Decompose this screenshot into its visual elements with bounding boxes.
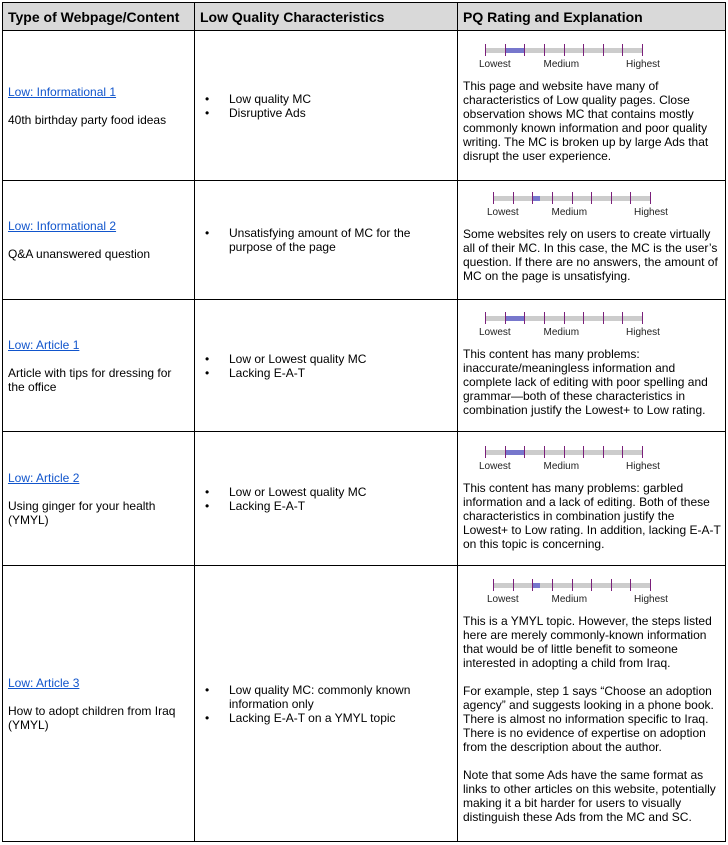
rating-tick xyxy=(591,579,592,591)
rating-tick xyxy=(642,446,643,458)
rating-tick xyxy=(485,44,486,56)
rating-scale xyxy=(463,31,721,79)
rating-tick xyxy=(564,312,565,324)
content-type-cell xyxy=(3,432,195,566)
rating-fill xyxy=(532,583,540,588)
content-type-cell xyxy=(3,300,195,432)
rating-tick xyxy=(505,44,506,56)
rating-tick xyxy=(552,579,553,591)
table-row xyxy=(3,432,726,566)
rating-explanation: This is a YMYL topic. However, the steps listed here are merely commonly-known information that would be of little benefit to someone interested in adopting a child from Iraq. xyxy=(463,614,712,670)
rating-cell xyxy=(458,300,726,432)
characteristics-list xyxy=(195,683,457,725)
rating-tick xyxy=(622,312,623,324)
characteristics-cell xyxy=(195,566,458,842)
rating-fill xyxy=(532,196,540,201)
scale-label-lowest: Lowest xyxy=(479,59,511,70)
rating-tick xyxy=(564,446,565,458)
characteristic-item: • Unsatisfying amount of MC for the purpose of the page xyxy=(229,226,457,254)
rating-scale xyxy=(463,300,721,347)
content-description: Using ginger for your health (YMYL) xyxy=(8,498,156,527)
rating-tick xyxy=(591,192,592,204)
header-row xyxy=(3,3,726,31)
characteristic-item: • Lacking E-A-T xyxy=(229,366,457,380)
characteristic-item: • Low quality MC: commonly known information only xyxy=(229,683,457,711)
rating-tick xyxy=(505,312,506,324)
rating-tick xyxy=(505,446,506,458)
rating-tick xyxy=(524,312,525,324)
scale-label-medium: Medium xyxy=(543,59,580,70)
scale-label-lowest: Lowest xyxy=(487,207,519,218)
rating-tick xyxy=(513,192,514,204)
rating-cell xyxy=(458,31,726,181)
header-characteristics: Low Quality Characteristics xyxy=(195,3,458,31)
rating-tick xyxy=(524,44,525,56)
rating-tick xyxy=(611,579,612,591)
rating-tick xyxy=(603,44,604,56)
rating-tick xyxy=(572,192,573,204)
rating-fill xyxy=(505,450,525,455)
rating-fill xyxy=(505,48,525,53)
content-description: Q&A unanswered question xyxy=(8,247,151,261)
characteristic-item: • Disruptive Ads xyxy=(229,106,457,120)
characteristics-list xyxy=(195,92,457,120)
scale-label-medium: Medium xyxy=(543,327,580,338)
rating-tick xyxy=(650,579,651,591)
rating-tick xyxy=(642,44,643,56)
rating-tick xyxy=(583,446,584,458)
rating-tick xyxy=(524,446,525,458)
table-row xyxy=(3,181,726,300)
rating-tick xyxy=(583,312,584,324)
rating-tick xyxy=(622,44,623,56)
content-type-cell xyxy=(3,181,195,300)
scale-label-lowest: Lowest xyxy=(479,461,511,472)
scale-label-highest: Highest xyxy=(626,327,660,338)
rating-tick xyxy=(552,192,553,204)
quality-examples-table xyxy=(2,2,726,842)
characteristics-list xyxy=(195,485,457,513)
rating-cell xyxy=(458,566,726,842)
characteristic-item: • Low or Lowest quality MC xyxy=(229,485,457,499)
characteristic-item: • Lacking E-A-T xyxy=(229,499,457,513)
example-link[interactable]: Low: Informational 2 xyxy=(8,219,117,233)
rating-tick xyxy=(493,192,494,204)
rating-tick xyxy=(544,44,545,56)
example-link[interactable]: Low: Article 1 xyxy=(8,337,80,352)
rating-tick xyxy=(564,44,565,56)
rating-scale xyxy=(463,432,721,481)
scale-label-medium: Medium xyxy=(551,207,588,218)
scale-label-lowest: Lowest xyxy=(479,327,511,338)
characteristics-cell xyxy=(195,31,458,181)
scale-label-highest: Highest xyxy=(634,207,668,218)
characteristic-item: • Low quality MC xyxy=(229,92,457,106)
rating-tick xyxy=(544,312,545,324)
rating-tick xyxy=(603,312,604,324)
rating-tick xyxy=(485,446,486,458)
rating-explanation: Note that some Ads have the same format as links to other articles on this website, potentially making it a bit harder for users to visually distinguish these Ads from the MC and SC. xyxy=(463,768,716,824)
rating-scale xyxy=(463,566,721,614)
rating-tick xyxy=(485,312,486,324)
rating-scale xyxy=(463,181,721,227)
table-row xyxy=(3,31,726,181)
characteristic-item: • Lacking E-A-T on a YMYL topic xyxy=(229,711,457,725)
characteristics-cell xyxy=(195,300,458,432)
scale-label-highest: Highest xyxy=(626,59,660,70)
example-link[interactable]: Low: Informational 1 xyxy=(8,84,117,99)
rating-tick xyxy=(544,446,545,458)
rating-tick xyxy=(493,579,494,591)
rating-fill xyxy=(505,316,525,321)
characteristics-list xyxy=(195,226,457,254)
rating-cell xyxy=(458,432,726,566)
rating-tick xyxy=(583,44,584,56)
scale-label-medium: Medium xyxy=(543,461,580,472)
rating-explanation: This content has many problems: inaccurate/meaningless information and complete lack of editing with poor spelling and grammar—both of these characteristics in combination justify the Lowest+ to Low rating. xyxy=(463,347,708,417)
rating-tick xyxy=(650,192,651,204)
rating-tick xyxy=(630,192,631,204)
content-type-cell xyxy=(3,566,195,842)
rating-tick xyxy=(622,446,623,458)
content-type-cell xyxy=(3,31,195,181)
rating-explanation: This content has many problems: garbled information and a lack of editing. Both of these characteristics in combination justify the Lowest+ to Low rating. In addition, lacking E-A-T on this topic is concerning. xyxy=(463,481,721,551)
header-rating: PQ Rating and Explanation xyxy=(458,3,726,31)
content-description: Article with tips for dressing for the office xyxy=(8,365,172,394)
rating-tick xyxy=(532,192,533,204)
rating-explanation: This page and website have many of characteristics of Low quality pages. Close observation shows MC that contains mostly commonly known information and poor quality writing. The MC is broken up by large Ads that disrupt the user experience. xyxy=(463,79,709,163)
characteristic-item: • Low or Lowest quality MC xyxy=(229,352,457,366)
header-type: Type of Webpage/Content xyxy=(3,3,195,31)
example-link[interactable]: Low: Article 2 xyxy=(8,470,80,485)
scale-label-medium: Medium xyxy=(551,594,588,605)
rating-tick xyxy=(630,579,631,591)
table-row xyxy=(3,300,726,432)
rating-tick xyxy=(532,579,533,591)
rating-cell xyxy=(458,181,726,300)
rating-tick xyxy=(611,192,612,204)
scale-label-highest: Highest xyxy=(626,461,660,472)
rating-explanation: For example, step 1 says “Choose an adoption agency” and suggests looking in a phone book. There is almost no information specific to Iraq. There is no evidence of expertise on adoption from the description about the author. xyxy=(463,684,714,754)
scale-label-lowest: Lowest xyxy=(487,594,519,605)
rating-tick xyxy=(642,312,643,324)
scale-label-highest: Highest xyxy=(634,594,668,605)
rating-tick xyxy=(603,446,604,458)
characteristics-cell xyxy=(195,432,458,566)
content-description: How to adopt children from Iraq (YMYL) xyxy=(8,703,176,732)
characteristics-list xyxy=(195,352,457,380)
rating-tick xyxy=(572,579,573,591)
content-description: 40th birthday party food ideas xyxy=(8,112,167,127)
example-link[interactable]: Low: Article 3 xyxy=(8,675,80,690)
rating-explanation: Some websites rely on users to create virtually all of their MC. In this case, the MC is the user’s question. If there are no answers, the amount of MC on the page is unsatisfying. xyxy=(463,227,718,283)
table-row xyxy=(3,566,726,842)
rating-tick xyxy=(513,579,514,591)
characteristics-cell xyxy=(195,181,458,300)
